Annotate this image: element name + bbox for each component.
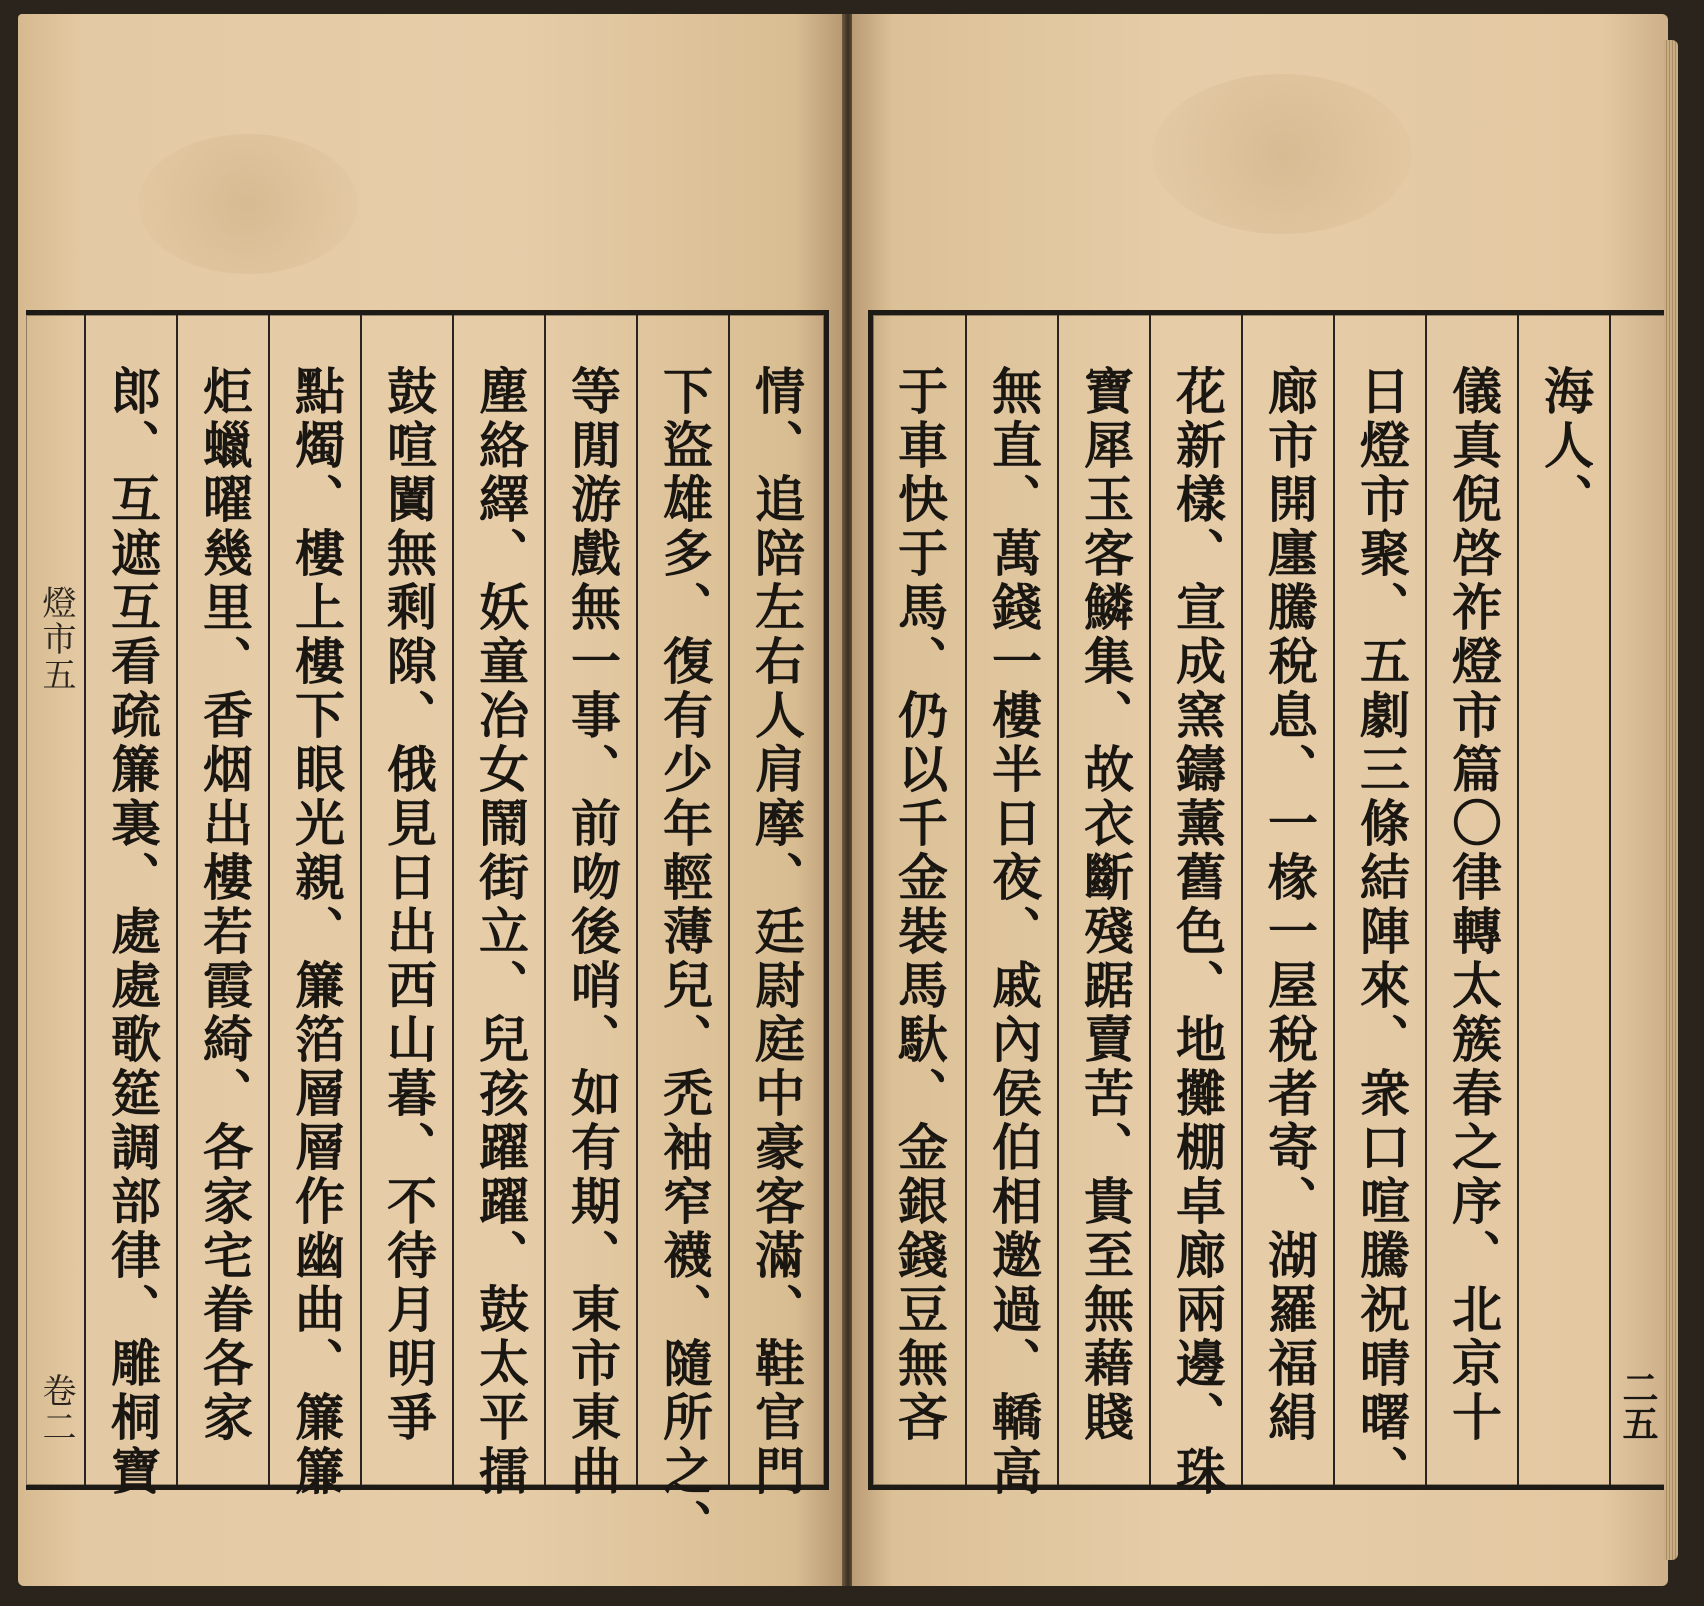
text-column [1425, 315, 1519, 1485]
text-column [176, 315, 270, 1485]
banxin-center-column [26, 315, 84, 1485]
text-column [84, 315, 178, 1499]
column-text: 郎、互遮互看疏簾裏、處處歌筵調部律、雕桐寶 [103, 365, 162, 1499]
text-column [1057, 315, 1151, 1485]
text-column [452, 315, 546, 1499]
column-text: 花新樣、宣成窯鑄薰舊色、地攤棚卓廊兩邊、珠 [1168, 365, 1227, 1499]
left-page-frame [26, 310, 829, 1553]
column-text: 情、追陪左右人肩摩、廷尉庭中豪客滿、鞋官門 [747, 365, 806, 1499]
text-column [965, 315, 1059, 1499]
column-text: 點燭、樓上樓下眼光親、簾箔層層作幽曲、簾簾 [287, 365, 346, 1499]
text-column [636, 315, 730, 1553]
right-page [852, 14, 1668, 1586]
column-text: 下盜雄多、復有少年輕薄兒、禿袖窄襪、隨所之、 [655, 365, 714, 1553]
text-column [268, 315, 362, 1499]
text-column [544, 315, 638, 1499]
text-column [728, 315, 822, 1499]
text-column [1241, 315, 1335, 1485]
column-text: 儀真倪啓祚燈市篇〇律轉太簇春之序、北京十 [1444, 365, 1503, 1445]
paper-stain [1152, 74, 1412, 234]
column-text: 于車快于馬、仍以千金裝馬馱、金銀錢豆無吝 [890, 365, 949, 1445]
left-page [18, 14, 844, 1586]
page-edges [1664, 40, 1678, 1560]
text-column [360, 315, 454, 1485]
banxin-title: 燈市五 [36, 585, 76, 693]
column-text: 廊市開廛騰稅息、一椽一屋稅者寄、湖羅福絹 [1260, 365, 1319, 1445]
paper-stain [138, 134, 358, 274]
column-text: 海人、 [1536, 365, 1595, 527]
banxin-volume: 卷二 [36, 1373, 76, 1445]
column-text: 等閒游戲無一事、前吻後哨、如有期、東市東曲 [563, 365, 622, 1499]
folio-column [1609, 315, 1659, 1485]
column-text: 炬蠟曜幾里、香烟出樓若霞綺、各家宅眷各家 [195, 365, 254, 1445]
column-text: 塵絡繹、妖童冶女鬧街立、兒孩躍躍、鼓太平擂 [471, 365, 530, 1499]
right-page-frame [868, 310, 1667, 1499]
column-text: 日燈市聚、五劇三條結陣來、衆口喧騰祝晴曙、 [1352, 365, 1411, 1499]
column-text: 無直、萬錢一樓半日夜、戚內侯伯相邀過、轎高 [984, 365, 1043, 1499]
column-text: 寶犀玉客鱗集、故衣斷殘踞賣苦、貴至無藉賤 [1076, 365, 1135, 1445]
text-column [873, 315, 965, 1485]
text-column [1333, 315, 1427, 1499]
column-text: 鼓喧闐無剩隙、俄見日出西山暮、不待月明爭 [379, 365, 438, 1445]
folio-number: 二五 [1617, 1369, 1659, 1441]
text-column [1517, 315, 1611, 1485]
text-column [1149, 315, 1243, 1499]
